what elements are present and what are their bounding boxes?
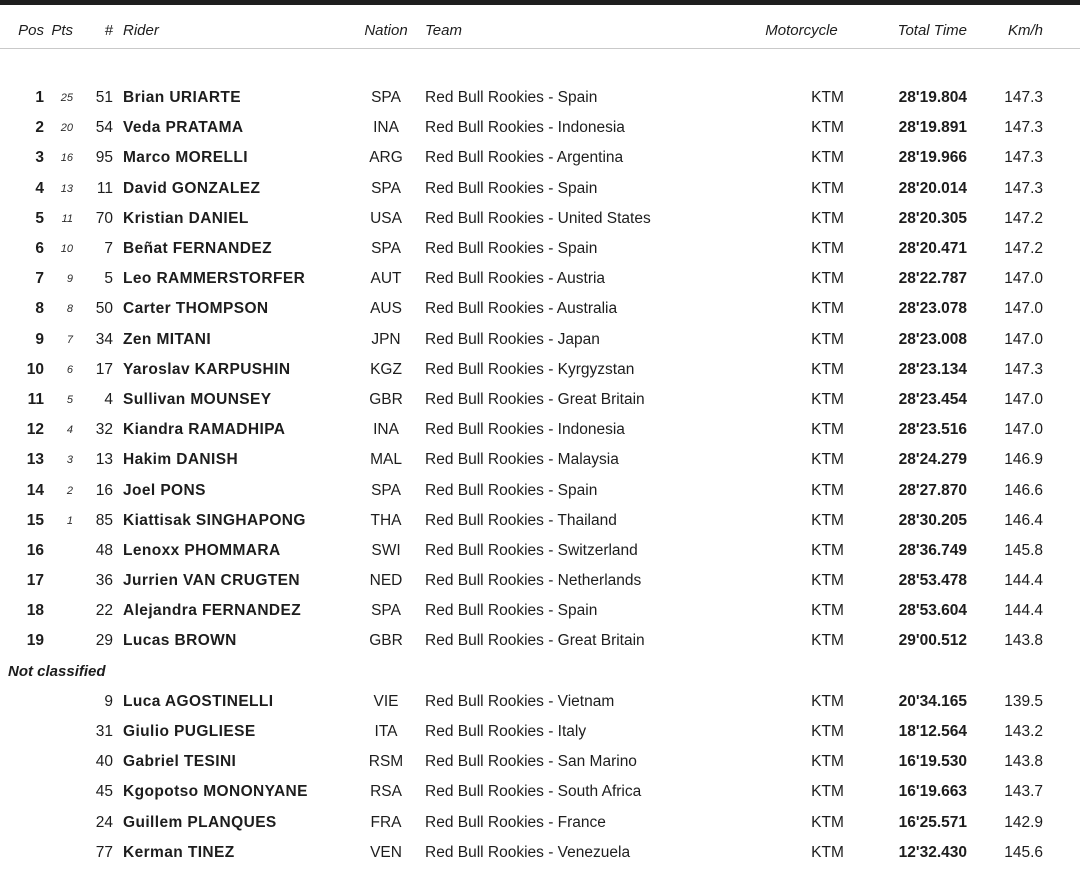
speed-cell: 147.0: [1004, 300, 1043, 318]
total-time-cell: 28'19.891: [898, 119, 967, 137]
rider-name-cell: Gabriel TESINI: [123, 753, 237, 771]
position-cell: 1: [35, 89, 44, 107]
points-cell: 7: [66, 333, 73, 346]
position-cell: 2: [35, 119, 44, 137]
motorcycle-cell: KTM: [811, 541, 844, 559]
table-row: [0, 325, 1080, 355]
table-header: [0, 5, 1080, 49]
bike-number-cell: 51: [95, 89, 113, 107]
rider-name-cell: Kristian DANIEL: [123, 209, 249, 227]
speed-cell: 147.2: [1004, 240, 1043, 258]
table-row: [0, 143, 1080, 173]
points-cell: 8: [66, 303, 73, 316]
table-row: [0, 385, 1080, 415]
total-time-cell: 28'30.205: [898, 511, 967, 529]
rider-name-cell: Kiandra RAMADHIPA: [123, 421, 286, 439]
rider-name-cell: Giulio PUGLIESE: [123, 723, 256, 741]
rider-name-cell: Sullivan MOUNSEY: [123, 390, 272, 408]
points-cell: 3: [66, 454, 73, 467]
rider-name-cell: David GONZALEZ: [123, 179, 261, 197]
points-cell: 6: [66, 363, 73, 376]
bike-number-cell: 9: [104, 692, 113, 710]
speed-cell: 145.6: [1004, 843, 1043, 861]
motorcycle-cell: KTM: [811, 692, 844, 710]
rider-name-cell: Kgopotso MONONYANE: [123, 783, 308, 801]
rider-name-cell: Brian URIARTE: [123, 89, 242, 107]
speed-cell: 143.2: [1004, 723, 1043, 741]
nation-cell: INA: [373, 119, 399, 137]
points-cell: 16: [60, 152, 73, 165]
nation-cell: RSM: [368, 753, 404, 771]
rider-name-cell: Carter THOMPSON: [123, 300, 269, 318]
total-time-cell: 28'20.305: [898, 209, 967, 227]
motorcycle-cell: KTM: [811, 240, 844, 258]
motorcycle-cell: KTM: [811, 149, 844, 167]
bike-number-cell: 45: [95, 783, 113, 801]
motorcycle-cell: KTM: [811, 632, 844, 650]
points-cell: 11: [61, 212, 73, 225]
table-row: [0, 234, 1080, 264]
team-cell: Red Bull Rookies - United States: [425, 209, 651, 227]
speed-cell: 147.3: [1004, 179, 1043, 197]
position-cell: 17: [26, 572, 44, 590]
rider-name-cell: Kerman TINEZ: [123, 843, 235, 861]
team-cell: Red Bull Rookies - Austria: [425, 270, 606, 288]
nation-cell: GBR: [369, 632, 403, 650]
table-row: [0, 566, 1080, 596]
total-time-cell: 18'12.564: [898, 723, 967, 741]
bike-number-cell: 24: [95, 813, 113, 831]
nation-cell: SPA: [371, 89, 401, 107]
position-cell: 10: [26, 360, 44, 378]
team-cell: Red Bull Rookies - Spain: [425, 89, 598, 107]
speed-cell: 146.4: [1004, 511, 1043, 529]
header-motorcycle: Motorcycle: [765, 22, 838, 39]
motorcycle-cell: KTM: [811, 813, 844, 831]
table-row: [0, 294, 1080, 324]
nation-cell: RSA: [370, 783, 402, 801]
nation-cell: VIE: [373, 692, 399, 710]
points-cell: 5: [66, 393, 73, 406]
table-row: [0, 113, 1080, 143]
speed-cell: 147.3: [1004, 119, 1043, 137]
total-time-cell: 28'19.804: [898, 89, 967, 107]
rider-name-cell: Guillem PLANQUES: [123, 813, 277, 831]
bike-number-cell: 31: [95, 723, 113, 741]
motorcycle-cell: KTM: [811, 511, 844, 529]
total-time-cell: 28'22.787: [898, 270, 967, 288]
rider-name-cell: Leo RAMMERSTORFER: [123, 270, 306, 288]
team-cell: Red Bull Rookies - Venezuela: [425, 843, 631, 861]
table-row: [0, 174, 1080, 204]
rider-name-cell: Marco MORELLI: [123, 149, 248, 167]
header-number: #: [104, 22, 113, 39]
table-row: [0, 83, 1080, 113]
nation-cell: AUS: [370, 300, 402, 318]
team-cell: Red Bull Rookies - Argentina: [425, 149, 624, 167]
table-row: [0, 717, 1080, 747]
position-cell: 9: [35, 330, 44, 348]
team-cell: Red Bull Rookies - Australia: [425, 300, 618, 318]
speed-cell: 147.3: [1004, 360, 1043, 378]
header-team: Team: [425, 22, 462, 39]
rider-name-cell: Jurrien VAN CRUGTEN: [123, 572, 300, 590]
rider-name-cell: Joel PONS: [123, 481, 206, 499]
header-pts: Pts: [51, 22, 73, 39]
team-cell: Red Bull Rookies - Japan: [425, 330, 600, 348]
team-cell: Red Bull Rookies - Spain: [425, 240, 598, 258]
table-row: [0, 445, 1080, 475]
table-row: [0, 687, 1080, 717]
bike-number-cell: 17: [95, 360, 113, 378]
points-cell: 10: [60, 243, 73, 256]
motorcycle-cell: KTM: [811, 421, 844, 439]
team-cell: Red Bull Rookies - Indonesia: [425, 421, 625, 439]
total-time-cell: 28'20.471: [898, 240, 967, 258]
total-time-cell: 29'00.512: [898, 632, 967, 650]
bike-number-cell: 11: [96, 179, 113, 197]
bike-number-cell: 32: [95, 421, 113, 439]
team-cell: Red Bull Rookies - Great Britain: [425, 632, 645, 650]
rider-name-cell: Beñat FERNANDEZ: [123, 240, 272, 258]
position-cell: 14: [26, 481, 44, 499]
nation-cell: USA: [370, 209, 402, 227]
nation-cell: SPA: [371, 179, 401, 197]
speed-cell: 147.0: [1004, 421, 1043, 439]
position-cell: 18: [26, 602, 44, 620]
rider-name-cell: Lucas BROWN: [123, 632, 237, 650]
team-cell: Red Bull Rookies - Switzerland: [425, 541, 638, 559]
points-cell: 20: [60, 122, 73, 135]
table-row: [0, 747, 1080, 777]
position-cell: 11: [27, 390, 44, 408]
total-time-cell: 28'24.279: [898, 451, 967, 469]
table-row: [0, 264, 1080, 294]
position-cell: 16: [26, 541, 44, 559]
motorcycle-cell: KTM: [811, 89, 844, 107]
total-time-cell: 16'19.663: [898, 783, 967, 801]
total-time-cell: 28'23.516: [898, 421, 967, 439]
nation-cell: ITA: [374, 723, 398, 741]
total-time-cell: 16'19.530: [898, 753, 967, 771]
table-row: [0, 506, 1080, 536]
team-cell: Red Bull Rookies - Great Britain: [425, 390, 645, 408]
speed-cell: 142.9: [1004, 813, 1043, 831]
not-classified-label: Not classified: [8, 663, 106, 681]
nation-cell: AUT: [370, 270, 402, 288]
speed-cell: 145.8: [1004, 541, 1043, 559]
speed-cell: 143.7: [1004, 783, 1043, 801]
speed-cell: 143.8: [1004, 753, 1043, 771]
position-cell: 19: [26, 632, 44, 650]
points-cell: 2: [66, 484, 73, 497]
table-row: [0, 596, 1080, 626]
position-cell: 4: [35, 179, 44, 197]
bike-number-cell: 40: [95, 753, 113, 771]
table-row: [0, 838, 1080, 868]
position-cell: 6: [35, 240, 44, 258]
bike-number-cell: 54: [95, 119, 113, 137]
motorcycle-cell: KTM: [811, 572, 844, 590]
rider-name-cell: Alejandra FERNANDEZ: [123, 602, 302, 620]
position-cell: 12: [26, 421, 44, 439]
nation-cell: THA: [370, 511, 402, 529]
nation-cell: KGZ: [370, 360, 402, 378]
total-time-cell: 28'23.454: [898, 390, 967, 408]
team-cell: Red Bull Rookies - Kyrgyzstan: [425, 360, 635, 378]
motorcycle-cell: KTM: [811, 723, 844, 741]
bike-number-cell: 36: [95, 572, 113, 590]
points-cell: 13: [60, 182, 73, 195]
speed-cell: 139.5: [1004, 692, 1043, 710]
team-cell: Red Bull Rookies - San Marino: [425, 753, 637, 771]
total-time-cell: 20'34.165: [898, 692, 967, 710]
table-row: [0, 355, 1080, 385]
rider-name-cell: Zen MITANI: [123, 330, 212, 348]
team-cell: Red Bull Rookies - Indonesia: [425, 119, 625, 137]
position-cell: 13: [26, 451, 44, 469]
total-time-cell: 28'20.014: [898, 179, 967, 197]
motorcycle-cell: KTM: [811, 481, 844, 499]
header-nation: Nation: [364, 22, 408, 39]
speed-cell: 147.0: [1004, 330, 1043, 348]
bike-number-cell: 48: [95, 541, 113, 559]
motorcycle-cell: KTM: [811, 390, 844, 408]
speed-cell: 144.4: [1004, 572, 1043, 590]
position-cell: 5: [35, 209, 44, 227]
speed-cell: 147.3: [1004, 89, 1043, 107]
total-time-cell: 16'25.571: [898, 813, 967, 831]
speed-cell: 147.0: [1004, 390, 1043, 408]
motorcycle-cell: KTM: [811, 753, 844, 771]
points-cell: 4: [66, 424, 73, 437]
motorcycle-cell: KTM: [811, 330, 844, 348]
speed-cell: 143.8: [1004, 632, 1043, 650]
table-row: [0, 626, 1080, 656]
header-pos: Pos: [18, 22, 44, 39]
motorcycle-cell: KTM: [811, 209, 844, 227]
table-row: [0, 808, 1080, 838]
position-cell: 3: [35, 149, 44, 167]
motorcycle-cell: KTM: [811, 119, 844, 137]
rider-name-cell: Veda PRATAMA: [123, 119, 244, 137]
team-cell: Red Bull Rookies - Spain: [425, 179, 598, 197]
points-cell: 1: [66, 514, 73, 527]
total-time-cell: 28'53.478: [898, 572, 967, 590]
team-cell: Red Bull Rookies - Vietnam: [425, 692, 615, 710]
team-cell: Red Bull Rookies - France: [425, 813, 606, 831]
nation-cell: SPA: [371, 481, 401, 499]
motorcycle-cell: KTM: [811, 451, 844, 469]
nation-cell: GBR: [369, 390, 403, 408]
bike-number-cell: 34: [95, 330, 113, 348]
bike-number-cell: 13: [95, 451, 113, 469]
bike-number-cell: 7: [104, 240, 113, 258]
bike-number-cell: 5: [104, 270, 113, 288]
bike-number-cell: 16: [95, 481, 113, 499]
motorcycle-cell: KTM: [811, 270, 844, 288]
team-cell: Red Bull Rookies - Thailand: [425, 511, 617, 529]
rider-name-cell: Hakim DANISH: [123, 451, 239, 469]
speed-cell: 146.9: [1004, 451, 1043, 469]
total-time-cell: 28'53.604: [898, 602, 967, 620]
motorcycle-cell: KTM: [811, 300, 844, 318]
points-cell: 25: [60, 92, 73, 105]
total-time-cell: 12'32.430: [898, 843, 967, 861]
table-row: [0, 777, 1080, 807]
speed-cell: 146.6: [1004, 481, 1043, 499]
bike-number-cell: 50: [95, 300, 113, 318]
header-rider: Rider: [123, 22, 159, 39]
total-time-cell: 28'23.134: [898, 360, 967, 378]
speed-cell: 147.0: [1004, 270, 1043, 288]
nation-cell: VEN: [370, 843, 402, 861]
nation-cell: ARG: [369, 149, 403, 167]
bike-number-cell: 85: [95, 511, 113, 529]
total-time-cell: 28'23.008: [898, 330, 967, 348]
rider-name-cell: Luca AGOSTINELLI: [123, 692, 274, 710]
bike-number-cell: 95: [95, 149, 113, 167]
total-time-cell: 28'27.870: [898, 481, 967, 499]
nation-cell: JPN: [371, 330, 401, 348]
rider-name-cell: Lenoxx PHOMMARA: [123, 541, 281, 559]
bike-number-cell: 77: [95, 843, 113, 861]
nation-cell: INA: [373, 421, 399, 439]
position-cell: 15: [26, 511, 44, 529]
bike-number-cell: 22: [95, 602, 113, 620]
nation-cell: NED: [369, 572, 403, 590]
points-cell: 9: [66, 273, 73, 286]
position-cell: 7: [35, 270, 44, 288]
position-cell: 8: [35, 300, 44, 318]
bike-number-cell: 4: [104, 390, 113, 408]
header-total-time: Total Time: [897, 22, 967, 39]
header-kmh: Km/h: [1007, 22, 1043, 39]
team-cell: Red Bull Rookies - Malaysia: [425, 451, 619, 469]
team-cell: Red Bull Rookies - Spain: [425, 602, 598, 620]
team-cell: Red Bull Rookies - Spain: [425, 481, 598, 499]
table-row: [0, 536, 1080, 566]
total-time-cell: 28'36.749: [898, 541, 967, 559]
bike-number-cell: 70: [95, 209, 113, 227]
nation-cell: MAL: [370, 451, 402, 469]
nation-cell: SWI: [371, 541, 401, 559]
nation-cell: SPA: [371, 240, 401, 258]
motorcycle-cell: KTM: [811, 602, 844, 620]
speed-cell: 147.3: [1004, 149, 1043, 167]
bike-number-cell: 29: [95, 632, 113, 650]
rider-name-cell: Yaroslav KARPUSHIN: [123, 360, 291, 378]
team-cell: Red Bull Rookies - Italy: [425, 723, 587, 741]
header-gap: [0, 49, 1080, 83]
nation-cell: SPA: [371, 602, 401, 620]
speed-cell: 144.4: [1004, 602, 1043, 620]
not-classified-results: [0, 687, 1080, 868]
nation-cell: FRA: [370, 813, 402, 831]
classified-results: [0, 83, 1080, 657]
motorcycle-cell: KTM: [811, 360, 844, 378]
rider-name-cell: Kiattisak SINGHAPONG: [123, 511, 306, 529]
team-cell: Red Bull Rookies - Netherlands: [425, 572, 642, 590]
motorcycle-cell: KTM: [811, 843, 844, 861]
motorcycle-cell: KTM: [811, 783, 844, 801]
table-row: [0, 475, 1080, 505]
team-cell: Red Bull Rookies - South Africa: [425, 783, 642, 801]
speed-cell: 147.2: [1004, 209, 1043, 227]
total-time-cell: 28'23.078: [898, 300, 967, 318]
motorcycle-cell: KTM: [811, 179, 844, 197]
table-row: [0, 204, 1080, 234]
table-row: [0, 415, 1080, 445]
total-time-cell: 28'19.966: [898, 149, 967, 167]
